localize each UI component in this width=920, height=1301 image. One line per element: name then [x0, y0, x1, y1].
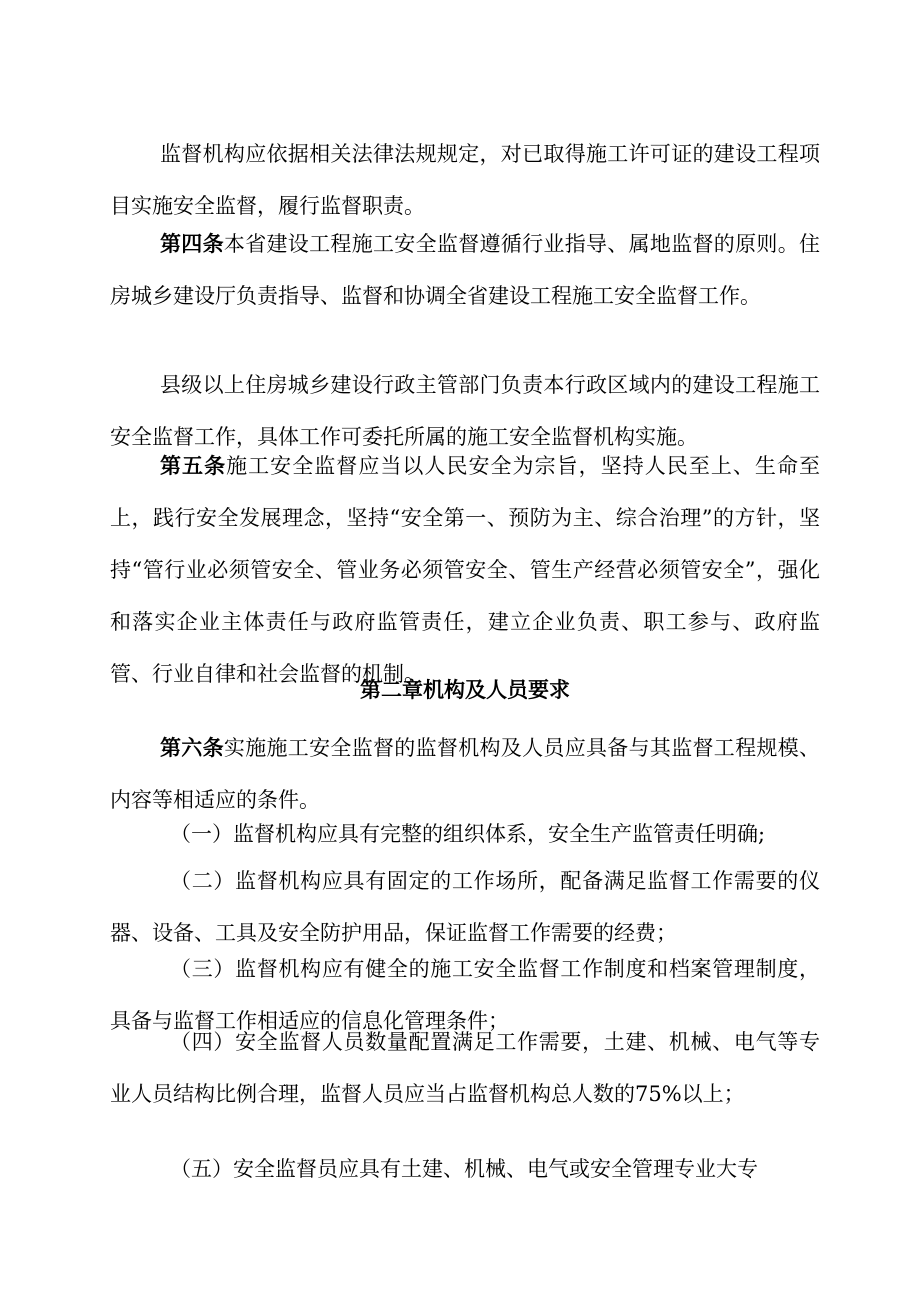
article-6-text: 实施施工安全监督的监督机构及人员应具备与其监督工程规模、内容等相适应的条件。 [110, 736, 821, 812]
paragraph-county-supervision: 县级以上住房城乡建设行政主管部门负责本行政区域内的建设工程施工安全监督工作，具体工作可委托所属的施工安全监督机构实施。 [110, 373, 820, 449]
article-4-label: 第四条 [160, 231, 224, 256]
list-item-4: （四）安全监督人员数量配置满足工作需要，土建、机械、电气等专业人员结构比例合理，监督人员应当占监督机构总人数的75%以上； [110, 1030, 820, 1106]
article-4 [110, 218, 820, 322]
article-5-text: 施工安全监督应当以人民安全为宗旨，坚持人民至上、生命至上，践行安全发展理念，坚持“安全第一、预防为主、综合治理”的方针，坚持“管行业必须管安全、管业务必须管安全、管生产经营必须管安全”，强化和落实企业主体责任与政府监管责任，建立企业负责、职工参与、政府监管、行业自律和社会监督的机制。 [110, 454, 821, 686]
paragraph-supervision-duty: 监督机构应依据相关法律法规规定，对已取得施工许可证的建设工程项目实施安全监督，履行监督职责。 [110, 142, 820, 218]
list-item-1: （一）监督机构应具有完整的组织体系，安全生产监管责任明确; [170, 822, 766, 846]
article-5-label: 第五条 [160, 453, 227, 478]
article-5 [110, 440, 820, 700]
article-4-text: 本省建设工程施工安全监督遵循行业指导、属地监督的原则。住房城乡建设厅负责指导、监督和协调全省建设工程施工安全监督工作。 [110, 232, 821, 308]
chapter-2-title: 第二章机构及人员要求 [360, 677, 570, 702]
list-item-2: （二）监督机构应具有固定的工作场所，配备满足监督工作需要的仪器、设备、工具及安全防护用品，保证监督工作需要的经费； [110, 869, 820, 945]
list-item-5: （五）安全监督员应具有土建、机械、电气或安全管理专业大专 [170, 1157, 758, 1181]
article-6-label: 第六条 [160, 735, 224, 760]
list-item-3: （三）监督机构应有健全的施工安全监督工作制度和档案管理制度，具备与监督工作相适应的信息化管理条件； [110, 957, 820, 1033]
